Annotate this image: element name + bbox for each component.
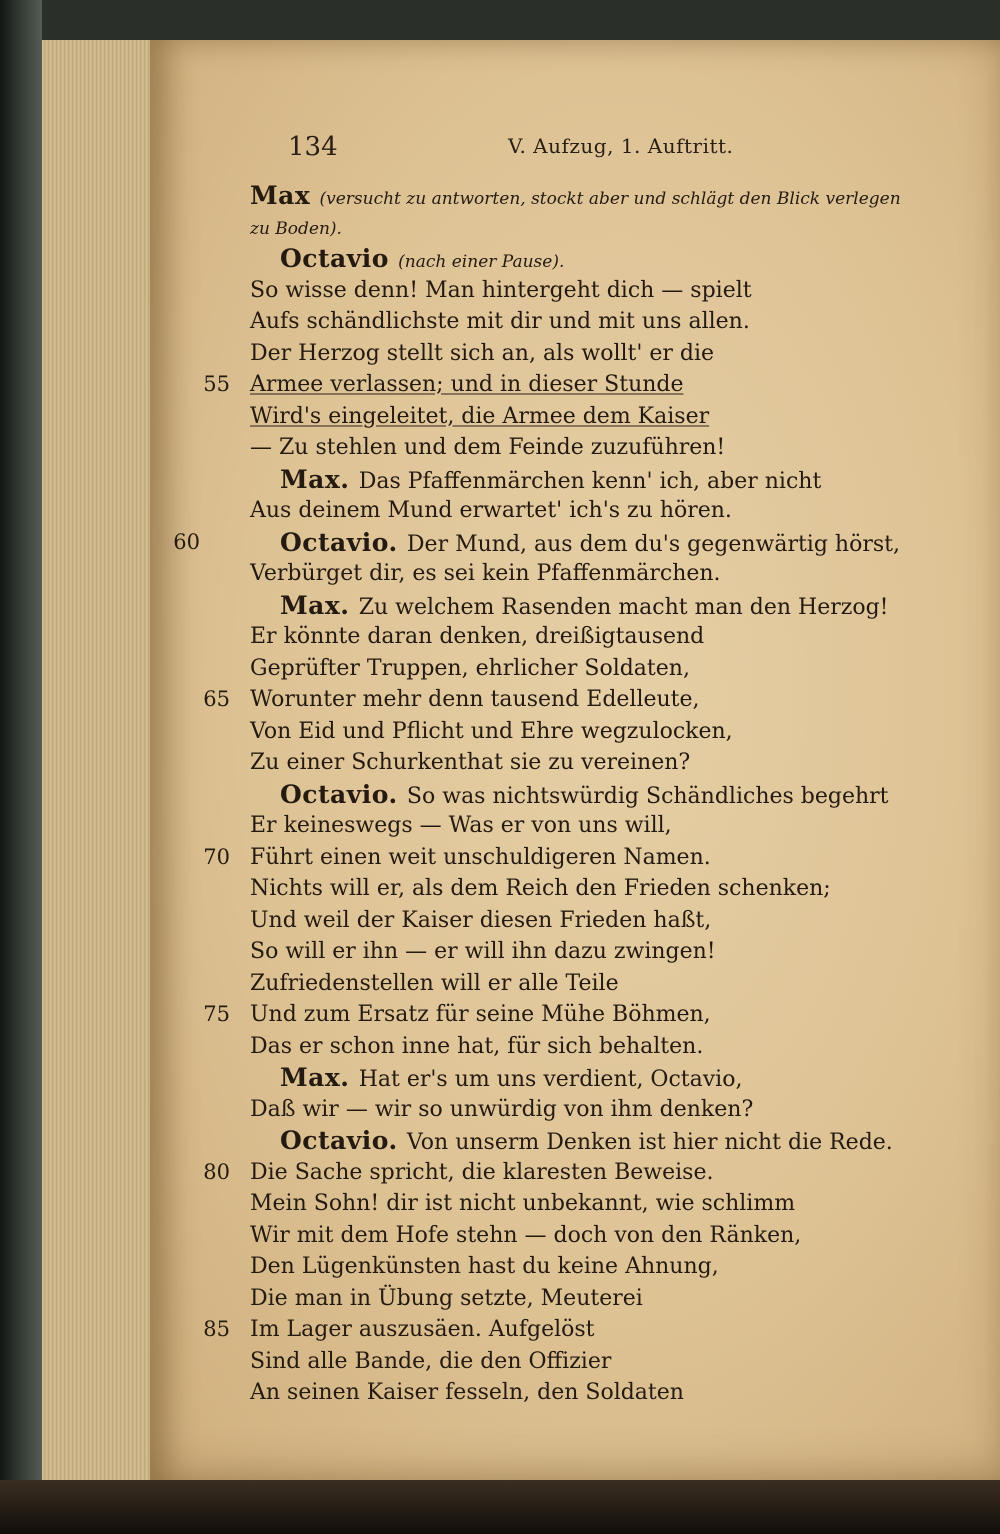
- book-cover-edge: [0, 0, 42, 1534]
- verse-line: Er keineswegs — Was er von uns will,: [250, 813, 672, 838]
- speaker-name: Max.: [280, 1063, 359, 1092]
- text-line: [250, 590, 990, 622]
- verse-line: Armee verlassen; und in dieser Stunde: [250, 372, 684, 397]
- verse-line: Aus deinem Mund erwartet' ich's zu hören.: [250, 498, 732, 523]
- verse-line: Zu einer Schurkenthat sie zu vereinen?: [250, 750, 691, 775]
- verse-line: — Zu stehlen und dem Feinde zuzuführen!: [250, 435, 726, 460]
- verse-line: Das Pfaffenmärchen kenn' ich, aber nicht: [358, 468, 822, 494]
- line-number: 65: [203, 687, 230, 711]
- verse-line: Wird's eingeleitet, die Armee dem Kaiser: [250, 403, 710, 429]
- text-line: [250, 1283, 990, 1315]
- line-number: 55: [203, 372, 230, 396]
- verse-line: Der Mund, aus dem du's gegenwärtig hörst,: [406, 531, 900, 557]
- line-number: 70: [203, 844, 230, 869]
- text-line: [250, 212, 990, 244]
- verse-line: Worunter mehr denn tausend Edelleute,: [250, 687, 700, 712]
- text-line: [250, 180, 990, 212]
- text-line: [250, 401, 990, 433]
- verse-line: Hat er's um uns verdient, Octavio,: [358, 1067, 743, 1092]
- text-line: [250, 968, 990, 1000]
- text-line: [250, 1031, 990, 1063]
- verse-line: So wisse denn! Man hintergeht dich — spielt: [250, 277, 752, 303]
- text-line: [250, 936, 990, 968]
- line-number: 85: [203, 1317, 230, 1341]
- text-line: [203, 684, 990, 716]
- line-number: 75: [203, 1002, 230, 1026]
- verse-line: Die Sache spricht, die klaresten Beweise.: [250, 1159, 714, 1185]
- speaker-name: Octavio: [280, 244, 399, 273]
- text-line: [203, 1157, 990, 1189]
- text-line: [250, 1251, 990, 1283]
- text-line: [250, 621, 990, 653]
- verse-line: Geprüfter Truppen, ehrlicher Soldaten,: [250, 655, 690, 681]
- verse-line: Nichts will er, als dem Reich den Frieden schenken;: [250, 876, 831, 901]
- verse-line: An seinen Kaiser fesseln, den Soldaten: [250, 1380, 684, 1405]
- text-line: [203, 999, 990, 1031]
- verse-line: Von Eid und Pflicht und Ehre wegzulocken,: [250, 718, 733, 744]
- text-line: [250, 432, 990, 464]
- verse-line: Wir mit dem Hofe stehn — doch von den Ränken,: [250, 1222, 802, 1248]
- bottom-shadow: [0, 1480, 1000, 1534]
- text-line: [250, 1346, 990, 1378]
- line-number: 80: [203, 1159, 230, 1184]
- page-edges: [42, 40, 162, 1480]
- speaker-name: Octavio.: [280, 1126, 407, 1155]
- verse-line: Sind alle Bande, die den Offizier: [250, 1348, 612, 1374]
- speaker-name: Octavio.: [280, 527, 407, 557]
- text-line: [250, 1125, 990, 1157]
- verse-line: Daß wir — wir so unwürdig von ihm denken?: [250, 1096, 754, 1122]
- verse-line: Und zum Ersatz für seine Mühe Böhmen,: [250, 1002, 711, 1027]
- verse-line: Zu welchem Rasenden macht man den Herzog!: [358, 594, 889, 620]
- text-line: [250, 905, 990, 937]
- text-line: [250, 653, 990, 685]
- page-number: 134: [288, 132, 338, 162]
- verse-line: Mein Sohn! dir ist nicht unbekannt, wie schlimm: [250, 1191, 796, 1216]
- text-line: [250, 810, 990, 842]
- verse-line: Der Herzog stellt sich an, als wollt' er die: [250, 340, 715, 366]
- speaker-name: Max.: [280, 590, 359, 620]
- speaker-name: Octavio.: [280, 779, 407, 809]
- text-line: [250, 338, 990, 370]
- speaker-name: Max: [250, 181, 320, 210]
- verse-line: Den Lügenkünsten hast du keine Ahnung,: [250, 1254, 719, 1279]
- text-line: [203, 369, 990, 401]
- text-line: [250, 464, 990, 496]
- text-line: [250, 873, 990, 905]
- line-number: 60: [173, 529, 200, 554]
- book-page: [150, 40, 1000, 1490]
- stage-direction: (nach einer Pause).: [398, 252, 565, 272]
- text-line: [250, 1188, 990, 1220]
- text-line: [250, 1062, 990, 1094]
- verse-line: Das er schon inne hat, für sich behalten.: [250, 1033, 704, 1059]
- text-line: [173, 527, 990, 559]
- text-line: [250, 558, 990, 590]
- text-line: [250, 747, 990, 779]
- verse-line: Und weil der Kaiser diesen Frieden haßt,: [250, 907, 712, 933]
- text-line: [250, 716, 990, 748]
- verse-line: Er könnte daran denken, dreißigtausend: [250, 624, 705, 649]
- text-line: [250, 779, 990, 811]
- page-header: [288, 132, 988, 172]
- verse-line: Die man in Übung setzte, Meuterei: [250, 1285, 643, 1311]
- speaker-name: Max.: [280, 464, 359, 494]
- text-line: [250, 243, 990, 275]
- verse-line: Aufs schändlichste mit dir und mit uns allen.: [250, 309, 750, 334]
- text-line: [250, 1094, 990, 1126]
- text-line: [250, 1220, 990, 1252]
- verse-line: Im Lager auszusäen. Aufgelöst: [250, 1317, 595, 1342]
- verse-line: So will er ihn — er will ihn dazu zwingen!: [250, 939, 716, 964]
- verse-line: Verbürget dir, es sei kein Pfaffenmärchen.: [250, 561, 721, 586]
- text-line: [250, 275, 990, 307]
- stage-direction: zu Boden).: [250, 218, 342, 239]
- verse-line: Führt einen weit unschuldigeren Namen.: [250, 844, 711, 870]
- running-head: V. Aufzug, 1. Auftritt.: [508, 134, 734, 158]
- text-line: [250, 495, 990, 527]
- text-line: [250, 306, 990, 338]
- verse-line: So was nichtswürdig Schändliches begehrt: [406, 783, 889, 809]
- text-line: [203, 1314, 990, 1346]
- verse-text: [173, 180, 990, 1409]
- text-line: [203, 842, 990, 874]
- stage-direction: (versucht zu antworten, stockt aber und schlägt den Blick verlegen: [319, 189, 901, 209]
- verse-line: Von unserm Denken ist hier nicht die Rede.: [406, 1130, 893, 1155]
- verse-line: Zufriedenstellen will er alle Teile: [250, 970, 619, 996]
- text-line: [250, 1377, 990, 1409]
